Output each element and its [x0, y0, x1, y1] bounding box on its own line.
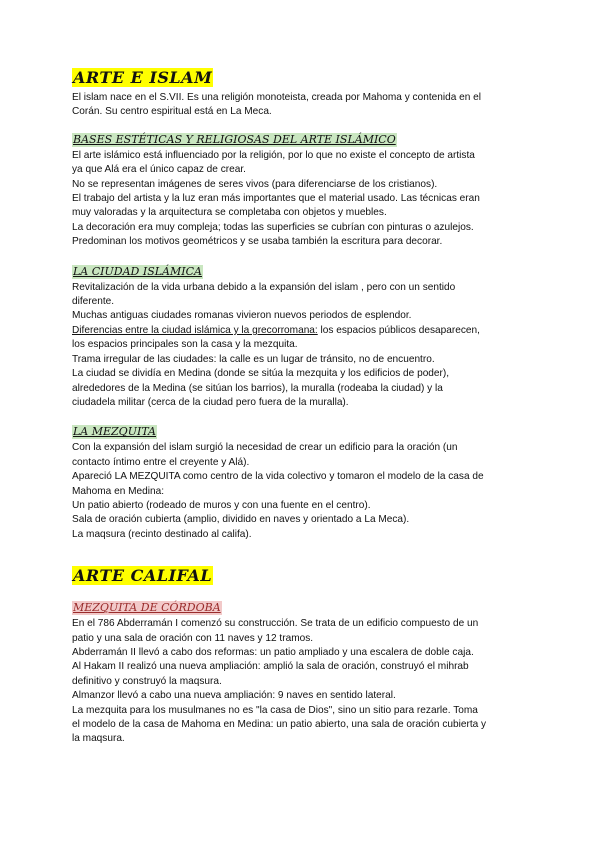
subheading-mezquita-cordoba: MEZQUITA DE CÓRDOBA [73, 601, 221, 615]
paragraph-line [72, 324, 536, 338]
subheading-ciudad-islamica: LA CIUDAD ISLÁMICA [73, 264, 202, 278]
document-content [72, 68, 536, 747]
paragraph-line: ya que Alá era el único capaz de crear. [72, 164, 246, 176]
paragraph-line: Corán. Su centro espiritual está en La Meca. [72, 106, 272, 118]
paragraph-line: el modelo de la casa de Mahoma en Medina: un patio abierto, una sala de oración cubierta y [72, 719, 487, 730]
paragraph-line: La ciudad se dividía en Medina (donde se sitúa la mezquita y los edificios de poder), [72, 368, 450, 380]
paragraph-line: Al Hakam II realizó una nueva ampliación: amplió la sala de oración, construyó el mihrab [72, 661, 469, 673]
phrase-rest: los espacios públicos desaparecen, [317, 324, 480, 336]
paragraph-line: contacto íntimo entre el creyente y Alá). [72, 456, 250, 468]
paragraph-line: La mezquita para los musulmanes no es "la casa de Dios", sino un sitio para rezarle. Toma [72, 704, 478, 716]
paragraph-line: Un patio abierto (rodeado de muros y con una fuente en el centro). [72, 499, 371, 511]
paragraph-line: definitivo y construyó la maqsura. [72, 675, 222, 687]
paragraph-line: El trabajo del artista y la luz eran más importantes que el material usado. Las técnicas eran [72, 193, 480, 205]
paragraph-line: la maqsura. [72, 733, 125, 745]
paragraph-line: Almanzor llevó a cabo una nueva ampliación: 9 naves en sentido lateral. [72, 690, 396, 702]
paragraph-line: patio y una sala de oración con 11 naves y 12 tramos. [72, 632, 314, 644]
heading-arte-e-islam: ARTE E ISLAM [73, 68, 213, 87]
subheading-bases-esteticas: BASES ESTÉTICAS Y RELIGIOSAS DEL ARTE ISLÁMICO [73, 132, 396, 146]
paragraph-line: los espacios principales son la casa y la mezquita. [72, 339, 298, 351]
paragraph-line: El arte islámico está influenciado por la religión, por lo que no existe el concepto de artista [72, 149, 475, 161]
paragraph-line: Sala de oración cubierta (amplio, dividido en naves y orientado a La Meca). [72, 514, 410, 526]
paragraph-line: Predominan los motivos geométricos y se usaba también la escritura para decorar. [72, 236, 443, 248]
paragraph-line: La decoración era muy compleja; todas las superficies se cubrían con pinturas o azulejos. [72, 221, 474, 233]
paragraph-line: En el 786 Abderramán I comenzó su construcción. Se trata de un edificio compuesto de un [72, 618, 479, 630]
paragraph-line: ciudadela militar (cerca de la ciudad pero fuera de la muralla). [72, 396, 349, 408]
paragraph-line: Revitalización de la vida urbana debido a la expansión del islam , pero con un sentido [72, 281, 456, 293]
paragraph-line: No se representan imágenes de seres vivos (para diferenciarse de los cristianos). [72, 178, 438, 190]
paragraph-line: El islam nace en el S.VII. Es una religión monoteista, creada por Mahoma y contenida en el [72, 92, 482, 103]
paragraph-line: La maqsura (recinto destinado al califa). [72, 528, 252, 540]
paragraph-line: Muchas antiguas ciudades romanas vivieron nuevos periodos de esplendor. [72, 310, 412, 322]
subheading-mezquita: LA MEZQUITA [73, 425, 156, 439]
heading-arte-califal: ARTE CALIFAL [73, 566, 213, 586]
paragraph-line: Trama irregular de las ciudades: la calle es un lugar de tránsito, no de encuentro. [72, 353, 435, 365]
paragraph-line: Mahoma en Medina: [72, 485, 165, 497]
paragraph-line: diferente. [72, 296, 115, 308]
underlined-phrase: Diferencias entre la ciudad islámica y la grecorromana: [72, 324, 318, 336]
paragraph-line: muy valoradas y la arquitectura se completaba con objetos y muebles. [72, 207, 387, 219]
paragraph-line: alrededores de la Medina (se sitúan los barrios), la muralla (rodeaba la ciudad) y la [72, 382, 443, 394]
paragraph-line: Abderramán II llevó a cabo dos reformas: un patio ampliado y una escalera de doble caja. [72, 646, 474, 658]
paragraph-line: Apareció LA MEZQUITA como centro de la vida colectivo y tomaron el modelo de la casa de [72, 471, 484, 483]
paragraph-line: Con la expansión del islam surgió la necesidad de crear un edificio para la oración (un [72, 442, 458, 454]
